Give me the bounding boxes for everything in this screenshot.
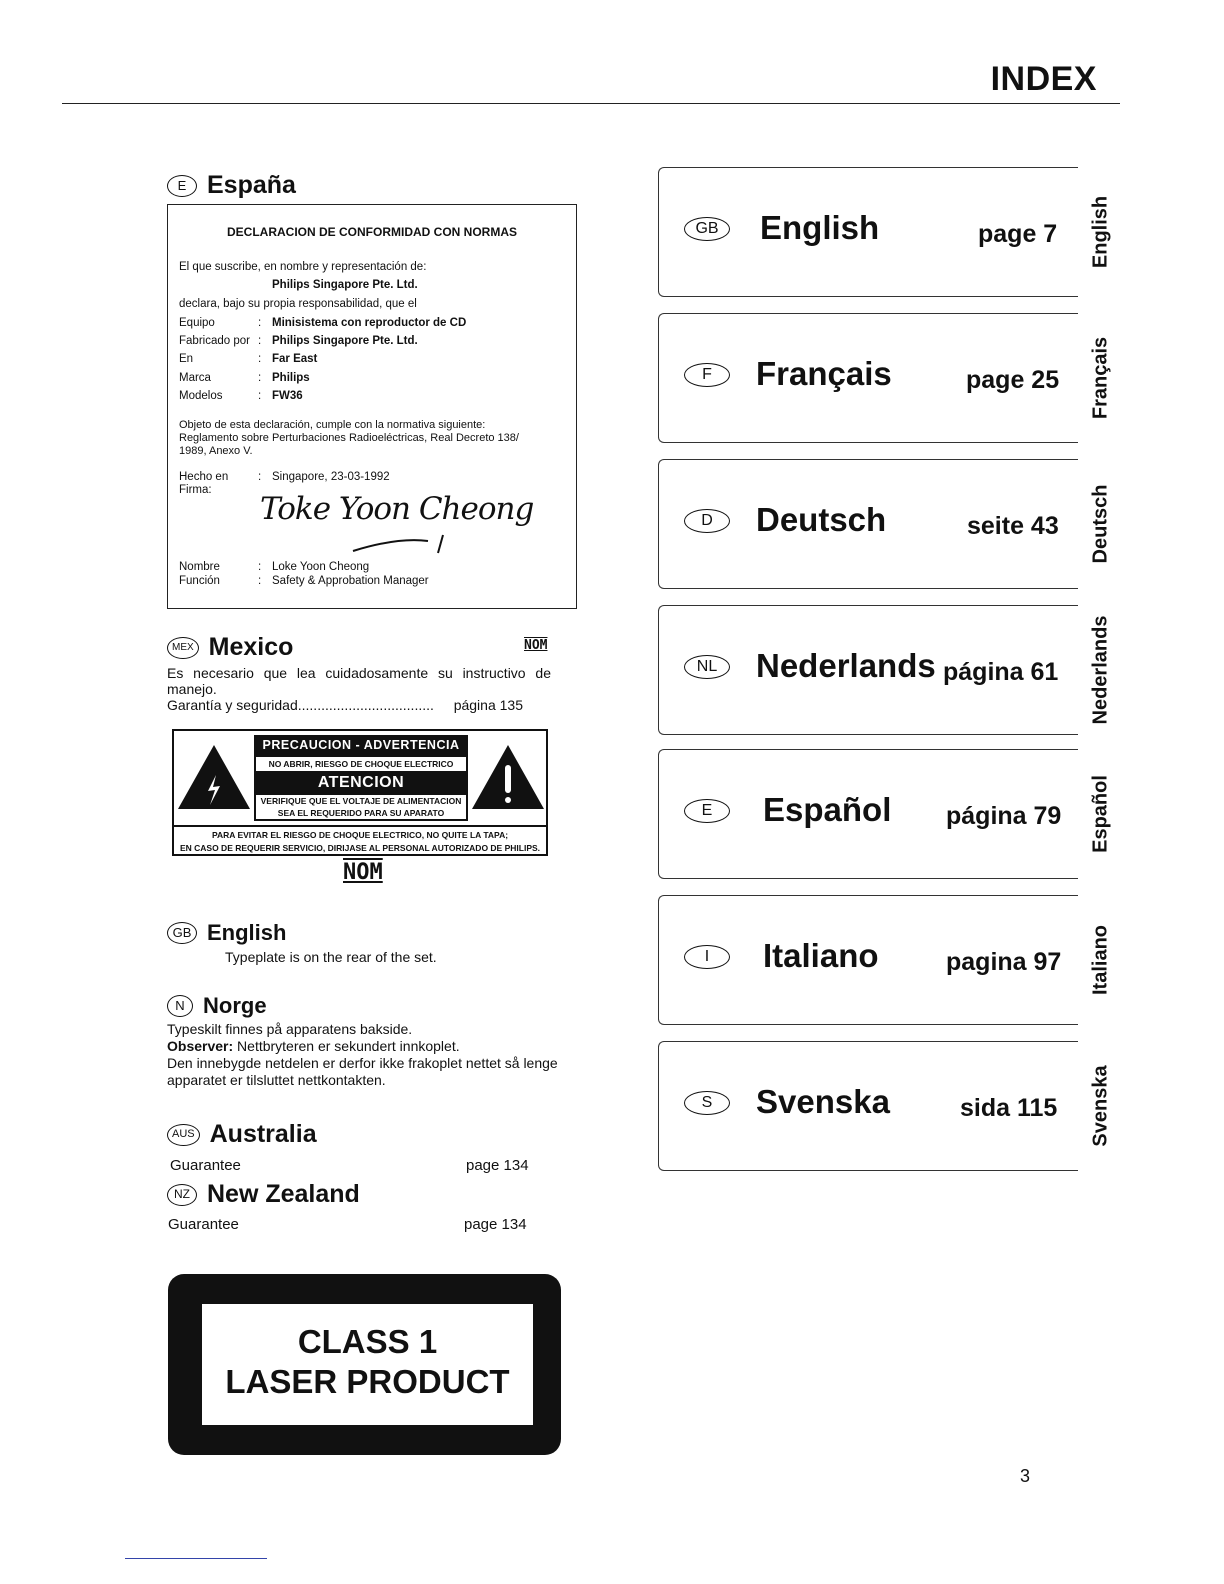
mexico-title: Mexico <box>208 633 294 661</box>
nom-mark-large: NOM <box>343 860 383 885</box>
language-entry-nederlands[interactable] <box>658 605 1120 735</box>
declaration-declares: declara, bajo su propia responsabilidad, que el <box>179 298 417 310</box>
header-rule <box>62 103 1120 104</box>
australia-title: Australia <box>209 1120 317 1148</box>
warning-label <box>172 729 548 856</box>
language-badge: GB <box>684 217 730 241</box>
language-badge: E <box>684 799 730 823</box>
language-name: Français <box>756 355 892 392</box>
language-entry-deutsch[interactable] <box>658 459 1120 589</box>
country-badge-nz: NZ <box>167 1184 197 1206</box>
declaration-intro: El que suscribe, en nombre y representación de: <box>179 261 427 273</box>
country-badge-gb: GB <box>167 922 197 944</box>
language-page: sida 115 <box>960 1094 1058 1122</box>
language-tab: English <box>1089 195 1112 269</box>
language-entry-espanol[interactable] <box>658 749 1120 879</box>
declaration-signature-label: Firma: <box>179 484 212 496</box>
warning-box-2a: VERIFIQUE QUE EL VOLTAJE DE ALIMENTACION <box>256 795 466 807</box>
norge-text <box>167 1021 597 1089</box>
australia-label: Guarantee <box>170 1157 241 1174</box>
new-zealand-title: New Zealand <box>207 1180 360 1208</box>
australia-heading <box>167 1120 317 1149</box>
language-page: página 79 <box>946 802 1062 830</box>
language-entry-english[interactable] <box>658 167 1120 297</box>
warning-bar-2: ATENCION <box>254 773 468 793</box>
laser-label-inner <box>202 1304 533 1425</box>
warning-box-1: NO ABRIR, RIESGO DE CHOQUE ELECTRICO <box>256 757 466 771</box>
language-badge: S <box>684 1091 730 1115</box>
language-name: Español <box>763 791 892 828</box>
norge-heading <box>167 993 267 1019</box>
declaration-name: Nombre : Loke Yoon Cheong <box>179 561 370 573</box>
mexico-text: Es necesario que lea cuidadosamente su instructivo de manejo. <box>167 665 551 697</box>
declaration-row: Modelos : FW36 <box>179 390 303 402</box>
warning-frame-2 <box>254 793 468 821</box>
laser-line-1: CLASS 1 <box>297 1323 438 1360</box>
new-zealand-page: page 134 <box>464 1216 527 1233</box>
language-entry-svenska[interactable] <box>658 1041 1120 1171</box>
mexico-heading <box>167 633 293 662</box>
lightning-bolt-icon <box>202 773 226 807</box>
language-name: English <box>760 209 880 246</box>
language-page: pagina 97 <box>946 948 1062 976</box>
language-name: Italiano <box>763 937 879 974</box>
english-heading <box>167 920 286 946</box>
language-name: Svenska <box>756 1083 890 1120</box>
language-entry-francais[interactable] <box>658 313 1120 443</box>
english-text: Typeplate is on the rear of the set. <box>225 949 437 965</box>
declaration-box <box>167 204 577 609</box>
laser-line-2: LASER PRODUCT <box>225 1363 510 1400</box>
language-tab: Español <box>1089 775 1112 853</box>
declaration-object-1: Objeto de esta declaración, cumple con la normativa siguiente: <box>179 419 486 431</box>
exclamation-stem <box>505 765 511 793</box>
language-page: página 61 <box>943 658 1059 686</box>
norge-line-4: apparatet er tilsluttet nettkontakten. <box>167 1072 386 1088</box>
page-title: INDEX <box>990 60 1097 98</box>
language-tab: Svenska <box>1089 1065 1112 1147</box>
language-badge: NL <box>684 655 730 679</box>
language-tab: Nederlands <box>1089 615 1112 725</box>
warning-bar-1: PRECAUCION - ADVERTENCIA <box>254 735 468 755</box>
language-badge: F <box>684 363 730 387</box>
language-name: Nederlands <box>756 647 936 684</box>
language-badge: D <box>684 509 730 533</box>
norge-title: Norge <box>203 993 267 1018</box>
declaration-row: Equipo : Minisistema con reproductor de CD <box>179 317 467 329</box>
declaration-row: Marca : Philips <box>179 372 310 384</box>
page-number: 3 <box>1019 1466 1030 1486</box>
country-badge-e: E <box>167 175 197 197</box>
language-page: page 25 <box>966 366 1060 394</box>
language-badge: I <box>684 945 730 969</box>
language-tab: Deutsch <box>1089 484 1112 564</box>
language-name: Deutsch <box>756 501 887 538</box>
country-badge-aus: AUS <box>167 1124 200 1146</box>
language-tab: Italiano <box>1089 924 1112 996</box>
nom-mark-small: NOM <box>524 638 548 653</box>
warning-bottom <box>174 825 546 856</box>
english-title: English <box>207 920 287 945</box>
warning-bottom-2: EN CASO DE REQUERIR SERVICIO, DIRIJASE AL PERSONAL AUTORIZADO DE PHILIPS. <box>179 843 541 853</box>
espana-heading <box>167 171 296 200</box>
new-zealand-label: Guarantee <box>168 1216 239 1233</box>
warning-bottom-1: PARA EVITAR EL RIESGO DE CHOQUE ELECTRICO, NO QUITE LA TAPA; <box>211 830 509 840</box>
language-page: seite 43 <box>967 512 1059 540</box>
mexico-guarantee: Garantía y seguridad................................... página 135 <box>167 697 523 713</box>
language-entry-italiano[interactable] <box>658 895 1120 1025</box>
signature-flourish <box>348 527 448 557</box>
new-zealand-heading <box>167 1180 360 1209</box>
australia-page: page 134 <box>466 1157 529 1174</box>
footer-link-rule <box>125 1558 267 1559</box>
declaration-function: Función : Safety & Approbation Manager <box>179 575 429 587</box>
laser-product-label <box>168 1274 561 1455</box>
declaration-object-3: 1989, Anexo V. <box>179 445 253 457</box>
warning-box-2b: SEA EL REQUERIDO PARA SU APARATO <box>256 807 466 819</box>
norge-line-3: Den innebygde netdelen er derfor ikke frakoplet nettet så lenge <box>167 1055 558 1071</box>
declaration-object-2: Reglamento sobre Perturbaciones Radioeléctricas, Real Decreto 138/ <box>179 432 519 444</box>
exclamation-dot <box>505 797 511 803</box>
espana-title: España <box>207 171 296 199</box>
norge-line-2: Observer: Nettbryteren er sekundert innkoplet. <box>167 1038 460 1054</box>
declaration-company: Philips Singapore Pte. Ltd. <box>272 279 418 291</box>
language-tab: Français <box>1089 336 1112 420</box>
language-page: page 7 <box>978 220 1058 248</box>
country-badge-n: N <box>167 995 193 1017</box>
warning-frame-1 <box>254 755 468 773</box>
signature: Toke Yoon Cheong <box>260 491 534 527</box>
norge-line-1: Typeskilt finnes på apparatens bakside. <box>167 1021 413 1037</box>
declaration-title: DECLARACION DE CONFORMIDAD CON NORMAS <box>227 225 517 239</box>
declaration-row: En : Far East <box>179 353 318 365</box>
declaration-row: Fabricado por : Philips Singapore Pte. Ltd. <box>179 335 418 347</box>
country-badge-mex: MEX <box>167 637 199 659</box>
declaration-made: Hecho en : Singapore, 23-03-1992 <box>179 471 390 483</box>
